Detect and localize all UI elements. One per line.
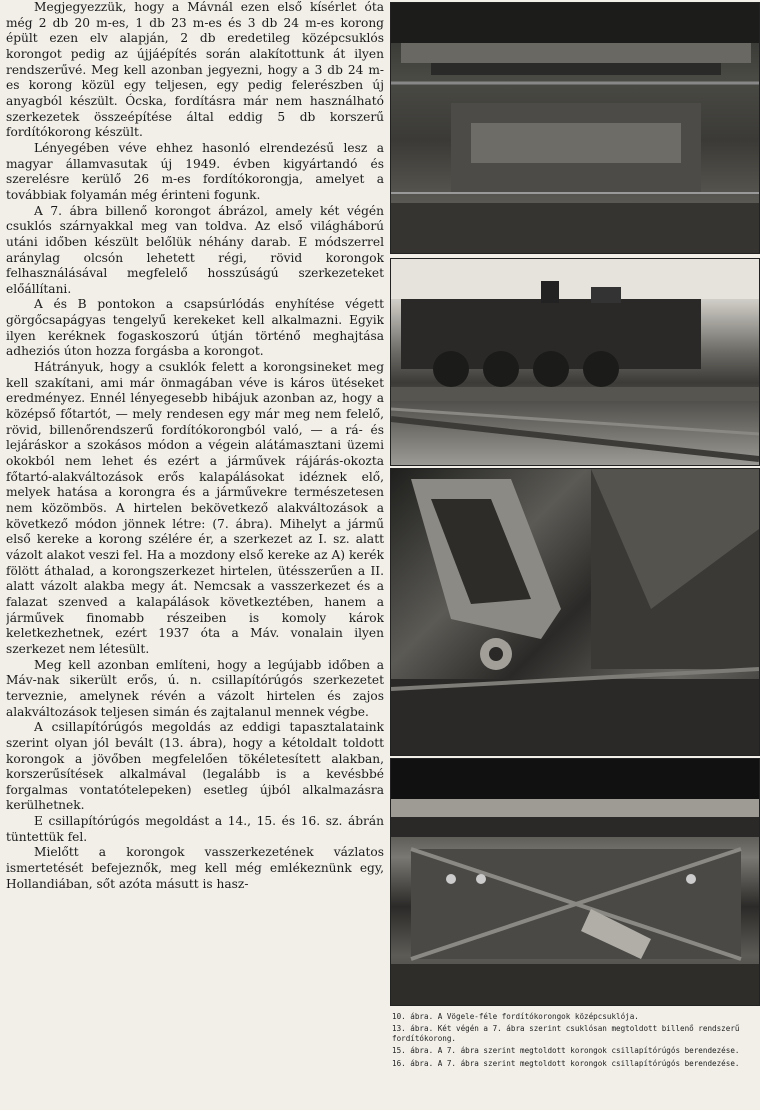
paragraph-6: Meg kell azonban említeni, hogy a legújabb időben a Máv-nak sikerült erős, ú. n. csillapítórúgós szerkezetet terveznie, amelynek révén a vázolt hirtelen és zajos alakváltozások teljesen simán és zajtalanul mennek végbe. [6, 657, 384, 719]
photo-locomotive-shapes [391, 259, 759, 465]
paragraph-8: E csillapítórúgós megoldást a 14., 15. és 16. sz. ábrán tüntettük fel. [6, 814, 384, 844]
photo-center-pivot [390, 2, 760, 254]
photo-damping-spring-shapes [391, 759, 759, 1005]
photo-damping-spring [390, 758, 760, 1006]
paragraph-4: A és B pontokon a csapsúrlódás enyhítése végett görgőcsapágyas tengelyű kerekeket kell alkalmazni. Egyik ilyen keréknek fogaskoszorú útján történő meghajtása adheziós úton hozza forgásba a korongot. [6, 297, 384, 359]
photo-center-pivot-shapes [391, 3, 759, 253]
figures-column [388, 0, 760, 1110]
paragraph-2: Lényegében véve ehhez hasonló elrendezésű lesz a magyar államvasutak új 1949. évben kigyártandó és szerelésre kerülő 26 m-es fordítókorongja, amelyet a továbbiak folyamán még érinteni fogunk. [6, 140, 384, 202]
photo-hinge-shapes [391, 469, 759, 755]
caption-figure-15: 15. ábra. A 7. ábra szerint megtoldott korongok csillapítórúgós berendezése. [392, 1046, 740, 1056]
photo-hinge-detail [390, 468, 760, 756]
photo-locomotive-on-turntable [390, 258, 760, 466]
paragraph-1: Megjegyezzük, hogy a Mávnál ezen első kísérlet óta még 2 db 20 m-es, 1 db 23 m-es és 3 db 24 m-es korong épült ezen elv alapján, 2 db eredetileg középcsuklós korongot pedig az újjáépítés során alakítottunk át ilyen rendszerűvé. Meg kell azonban jegyezni, hogy a 3 db 24 m-es korong közül egy teljesen, egy pedig felerészben új anyagból készült. Ócska, fordításra már nem használható szerkezetek összeépítése által eddig 5 db korszerű fordítókorong készült. [6, 0, 384, 140]
figure-captions [392, 1012, 758, 1071]
paragraph-9: Mielőtt a korongok vasszerkezetének vázlatos ismertetését befejeznők, meg kell még emlékeznünk egy, Hollandiában, sőt azóta másutt is hasz- [6, 845, 384, 891]
article-text-column [6, 0, 384, 1110]
caption-figure-13: 13. ábra. Két végén a 7. ábra szerint csuklósan megtoldott billenő rendszerű fordítókorong. [392, 1024, 740, 1043]
caption-figure-16: 16. ábra. A 7. ábra szerint megtoldott korongok csillapítórúgós berendezése. [392, 1058, 740, 1068]
caption-figure-10: 10. ábra. A Vögele-féle fordítókorongok középcsuklója. [392, 1012, 639, 1021]
paragraph-7: A csillapítórúgós megoldás az eddigi tapasztalataink szerint olyan jól bevált (13. ábra), hogy a kétoldalt toldott korongok a jövőben megfelelően tökéletesített alakban, korszerűsítések alkalmával (legalább is a kevésbbé forgalmas vontatótelepeken) esetleg újból alkalmazásra kerülhetnek. [6, 720, 384, 813]
paragraph-3: A 7. ábra billenő korongot ábrázol, amely két végén csuklós szárnyakkal meg van toldva. Az első világháború utáni időben készült belőlük néhány darab. E módszerrel aránylag olcsón lehetett régi, rövid korongok felhasználásával megfelelő hosszúságú szerkezeteket előállítani. [6, 203, 384, 296]
paragraph-5: Hátrányuk, hogy a csuklók felett a korongsineket meg kell szakítani, ami már önmagában véve is káros ütéseket eredményez. Ennél lényegesebb hibájuk azonban az, hogy a középső főtartót, — mely rendesen egy már meg nem felelő, rövid, billenőrendszerű fordítókorongból való, — a rá- és lejáráskor a szokásos módon a végein alátámasztani üzemi okokból nem lehet és ezért a járművek rájárás-okozta főtartó-alakváltozások erős kalapálásokat idéznek elő, melyek hatása a korongra és a járművekre természetesen nem közömbös. A hirtelen bekövetkező alakváltozások a következő módon jönnek létre: (7. ábra). Mihelyt a jármű első kereke a korong szélére ér, a szerkezet az I. sz. alatt vázolt alakot veszi fel. Ha a mozdony első kereke az A) kerék fölött áthalad, a korongszerkezet hirtelen, ütésszerűen a II. alatt vázolt alakba megy át. Nemcsak a vasszerkezet és a falazat szenved a kalapálások következtében, hanem a járművek finomabb részeiben is komoly károk keletkezhetnek, ezért 1937 óta a Máv. vonalain ilyen szerkezet nem létesült. [6, 360, 384, 656]
